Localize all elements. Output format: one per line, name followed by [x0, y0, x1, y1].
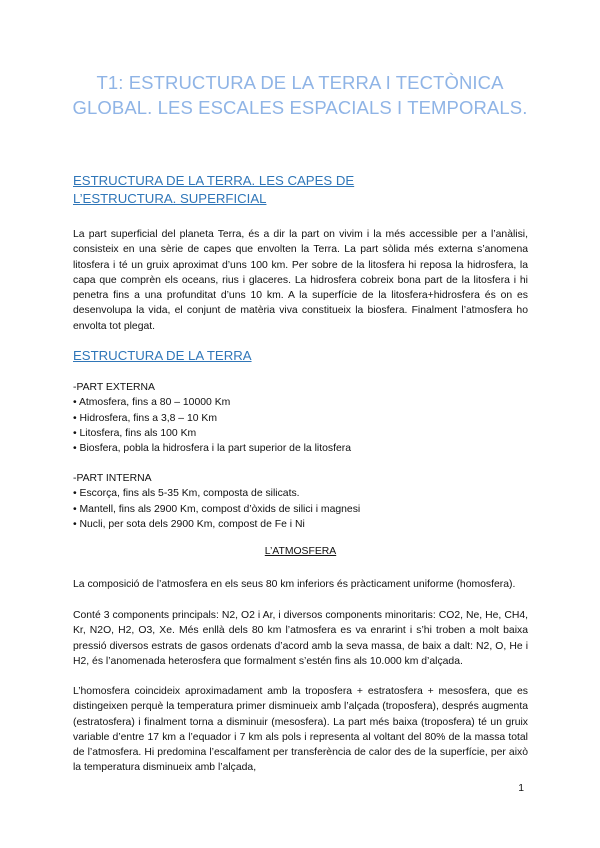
page-number: 1 [518, 783, 524, 794]
document-title: T1: ESTRUCTURA DE LA TERRA I TECTÒNICA GLOBAL. LES ESCALES ESPACIALS I TEMPORALS. [72, 72, 528, 118]
surface-layers-paragraph: La part superficial del planeta Terra, és a dir la part on vivim i la més accessible per a l’anàlisi, consisteix en una sèrie de capes que envolten la Terra. La part sòlida més externa s’anomena litosfera i té un gruix aproximat d’uns 100 km. Per sobre de la litosfera hi reposa la hidrosfera, la capa que comprèn els oceans, rius i glaceres. La hidrosfera cobreix bona part de la litosfera i hi penetra fins a una profunditat d’uns 10 km. A la superfície de la litosfera+hidrosfera és on es desenvolupa la vida, el conjunt de matèria viva constitueix la biosfera. Finalment l’atmosfera ho envolta tot plegat. [73, 229, 528, 332]
external-part-label: -PART EXTERNA [73, 382, 155, 393]
list-item: • Atmosfera, fins a 80 – 10000 Km [73, 397, 231, 409]
atmosphere-paragraph-3: L’homosfera coincideix aproximadament amb la troposfera + estratosfera + mesosfera, que es distingeixen perquè la temperatura primer disminueix amb l’alçada (troposfera), després augmenta (estratosfera) i finalment torna a disminuir (mesosfera). La part més baixa (troposfera) té un gruix variable d’entre 17 km a l’equador i 7 km als pols i representa al voltant del 80% de la massa total de l’atmosfera. Hi predomina l’escalfament per transferència de calor des de la superfície, per això la temperatura disminueix amb l’alçada, [73, 686, 528, 774]
atmosphere-paragraph-1: La composició de l’atmosfera en els seus 80 km inferiors és pràcticament uniforme (homosfera). [73, 579, 516, 590]
list-item: • Biosfera, pobla la hidrosfera i la part superior de la litosfera [73, 443, 351, 455]
internal-part-label: -PART INTERNA [73, 473, 152, 484]
list-item: • Mantell, fins als 2900 Km, compost d’òxids de silici i magnesi [73, 503, 361, 515]
section-heading-earth-structure: ESTRUCTURA DE LA TERRA [73, 348, 252, 363]
internal-part-list [73, 471, 360, 532]
list-item: • Hidrosfera, fins a 3,8 – 10 Km [73, 412, 217, 424]
atmosphere-paragraph-2: Conté 3 components principals: N2, O2 i Ar, i diversos components minoritaris: CO2, Ne, He, CH4, Kr, N2O, H2, O3, Xe. Més enllà dels 80 km l’atmosfera es va enrarint i s’hi troben a molt baixa pressió diversos estrats de gasos ordenats d’acord amb la seva massa, de baix a dalt: N2, O, He i H2, és l’anomenada heterosfera que formalment s’estén fins als 10.000 km d’alçada. [73, 610, 528, 667]
list-item: • Nucli, per sota dels 2900 Km, compost de Fe i Ni [73, 518, 305, 530]
atmosphere-heading: L’ATMOSFERA [264, 546, 337, 557]
list-item: • Litosfera, fins als 100 Km [73, 427, 197, 439]
section-heading-surface-layers: ESTRUCTURA DE LA TERRA. LES CAPES DE L’ESTRUCTURA. SUPERFICIAL [73, 173, 355, 206]
external-part-list [73, 380, 351, 456]
list-item: • Escorça, fins als 5-35 Km, composta de silicats. [73, 488, 300, 500]
